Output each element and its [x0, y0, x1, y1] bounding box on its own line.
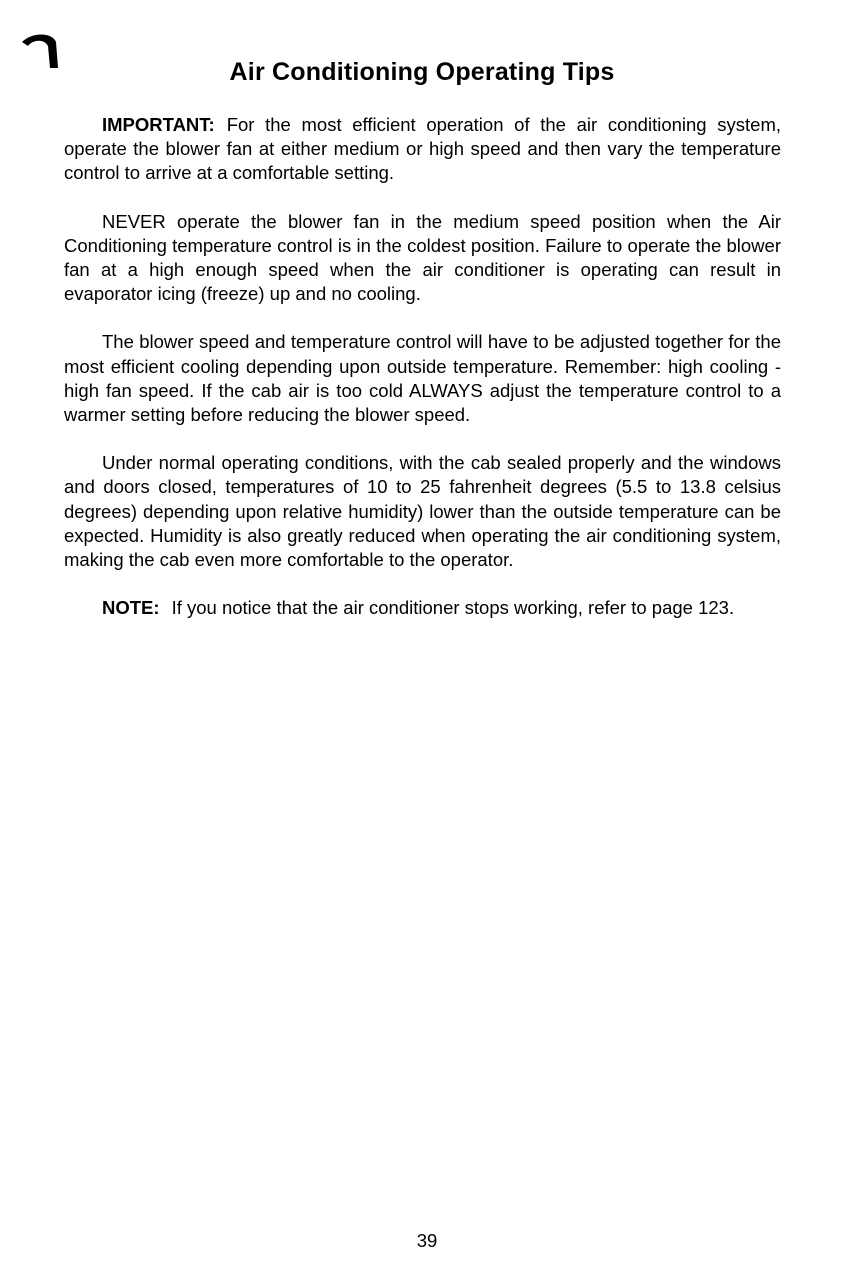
important-label: IMPORTANT: [102, 114, 215, 135]
normal-conditions-paragraph: Under normal operating conditions, with the cab sealed properly and the windows and doors closed, temperatures of 10 to 25 fahrenheit degrees (5.5 to 13.8 celsius degrees) depending upon relative humidity) lower than the outside temperature can be expected. Humidity is also greatly reduced when operating the air conditioning system, making the cab even more comfortable to the operator. [64, 452, 781, 571]
never-paragraph: NEVER operate the blower fan in the medium speed position when the Air Conditioning temperature control is in the coldest position. Failure to operate the blower fan at a high enough speed when the air conditioner is operating can result in evaporator icing (freeze) up and no cooling. [64, 210, 781, 305]
document-body [64, 113, 781, 644]
note-paragraph [64, 596, 781, 620]
page-number: 39 [416, 1230, 438, 1251]
important-paragraph [64, 113, 781, 186]
note-text: If you notice that the air conditioner stops working, refer to page 123. [171, 597, 735, 619]
blower-paragraph: The blower speed and temperature control will have to be adjusted together for the most efficient cooling depending upon outside temperature. Remember: high cooling - high fan speed. If the cab air is too cold ALWAYS adjust the temperature control to a warmer setting before reducing the blower speed. [64, 331, 781, 426]
page-title: Air Conditioning Operating Tips [229, 58, 615, 86]
note-label: NOTE: [102, 597, 160, 619]
important-text: For the most efficient operation of the air conditioning system, operate the blower fan at either medium or high speed and then vary the temperature control to arrive at a comfortable setting. [64, 114, 781, 184]
